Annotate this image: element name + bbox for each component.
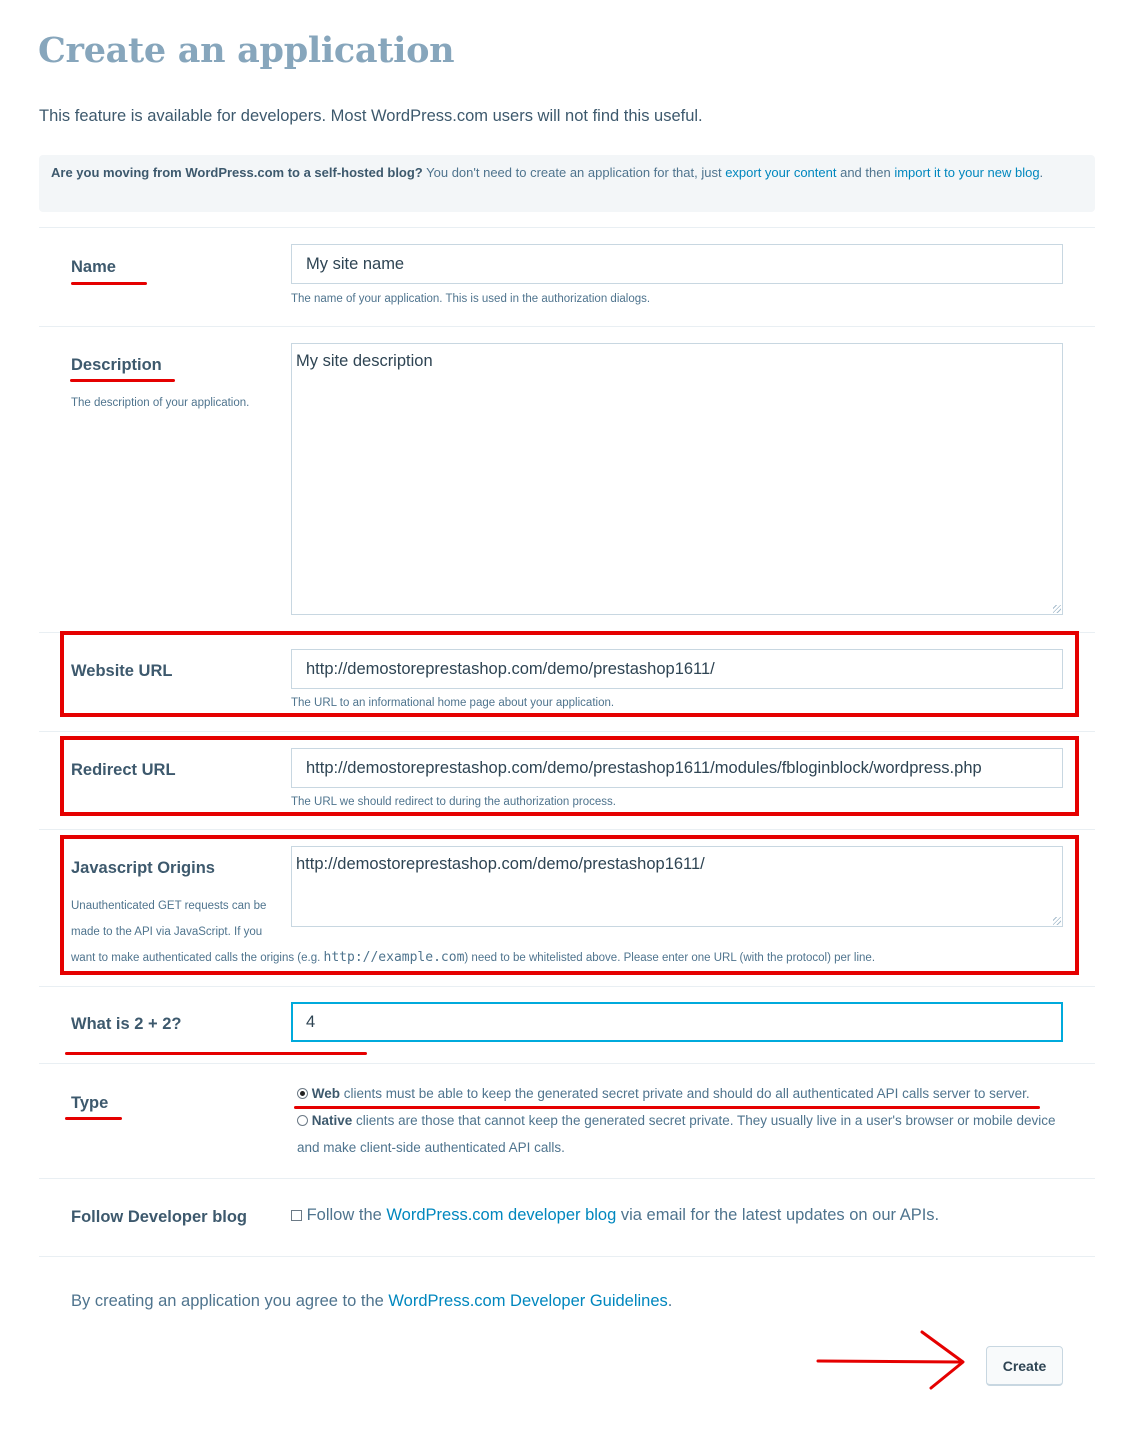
divider xyxy=(39,632,1095,633)
resize-handle-icon[interactable] xyxy=(1053,605,1061,613)
divider xyxy=(39,731,1095,732)
developer-blog-link[interactable]: WordPress.com developer blog xyxy=(386,1206,617,1224)
web-option-label: Web xyxy=(311,1086,341,1101)
annotation-underline xyxy=(71,282,147,285)
help-text: ) need to be whitelisted above. Please enter one URL (with the protocol) per line. xyxy=(464,952,876,964)
redirect-url-help: The URL we should redirect to during the authorization process. xyxy=(291,796,616,808)
divider xyxy=(39,1178,1095,1179)
captcha-label: What is 2 + 2? xyxy=(71,1015,182,1033)
description-wrapper xyxy=(291,343,1063,615)
name-help: The name of your application. This is used in the authorization dialogs. xyxy=(291,293,651,305)
divider xyxy=(39,326,1095,327)
notice-text: You don't need to create an application for that, just xyxy=(422,165,726,180)
type-option-web[interactable] xyxy=(297,1080,1057,1107)
import-blog-link[interactable]: import it to your new blog xyxy=(894,165,1040,180)
type-options xyxy=(297,1080,1057,1161)
website-url-help: The URL to an informational home page about your application. xyxy=(291,697,615,709)
notice-text: and then xyxy=(836,165,895,180)
example-code: http://example.com xyxy=(323,950,465,965)
annotation-underline xyxy=(65,1117,122,1120)
web-option-text: clients must be able to keep the generated secret private and should do all authenticated API calls server to server. xyxy=(340,1086,1030,1101)
native-option-label: Native xyxy=(311,1113,353,1128)
follow-text: via email for the latest updates on our APIs. xyxy=(616,1206,940,1224)
description-help: The description of your application. xyxy=(71,397,250,409)
captcha-input[interactable] xyxy=(291,1002,1063,1042)
radio-web[interactable] xyxy=(297,1088,308,1099)
annotation-underline xyxy=(70,379,175,382)
intro-text: This feature is available for developers. Most WordPress.com users will not find this useful. xyxy=(39,107,703,125)
radio-native[interactable] xyxy=(297,1115,308,1126)
page-title: Create an application xyxy=(38,30,455,71)
name-input[interactable] xyxy=(291,244,1063,284)
js-origins-help-line: Unauthenticated GET requests can be xyxy=(71,900,267,912)
developer-guidelines-link[interactable]: WordPress.com Developer Guidelines xyxy=(388,1292,668,1310)
annotation-arrow-icon xyxy=(810,1326,975,1396)
type-option-native[interactable] xyxy=(297,1107,1057,1161)
agreement-post: . xyxy=(667,1292,673,1310)
follow-label: Follow Developer blog xyxy=(71,1208,248,1226)
follow-option xyxy=(291,1206,939,1225)
export-content-link[interactable]: export your content xyxy=(725,165,837,180)
divider xyxy=(39,227,1095,228)
type-label: Type xyxy=(71,1094,109,1112)
js-origins-textarea[interactable] xyxy=(291,846,1063,927)
redirect-url-label: Redirect URL xyxy=(71,761,176,779)
js-origins-help-line: made to the API via JavaScript. If you xyxy=(71,926,263,938)
native-option-text: clients are those that cannot keep the generated secret private. They usually live in a user's browser or mobile device and make client-side authenticated API calls. xyxy=(297,1113,1056,1155)
description-label: Description xyxy=(71,356,162,374)
website-url-input[interactable] xyxy=(291,649,1063,689)
migration-notice xyxy=(39,155,1095,212)
follow-checkbox[interactable] xyxy=(291,1210,302,1221)
divider xyxy=(39,829,1095,830)
js-origins-help-line xyxy=(71,950,875,965)
create-button[interactable]: Create xyxy=(986,1346,1063,1386)
resize-handle-icon[interactable] xyxy=(1053,917,1061,925)
divider xyxy=(39,986,1095,987)
name-label: Name xyxy=(71,258,116,276)
js-origins-label: Javascript Origins xyxy=(71,859,215,877)
website-url-label: Website URL xyxy=(71,662,173,680)
divider xyxy=(39,1063,1095,1064)
agreement-pre: By creating an application you agree to the xyxy=(71,1292,389,1310)
notice-text: . xyxy=(1039,165,1044,180)
follow-text: Follow the xyxy=(306,1206,387,1224)
help-text: want to make authenticated calls the origins (e.g. xyxy=(71,952,324,964)
notice-question: Are you moving from WordPress.com to a self-hosted blog? xyxy=(51,165,423,180)
annotation-underline xyxy=(65,1052,367,1055)
redirect-url-input[interactable] xyxy=(291,748,1063,788)
divider xyxy=(39,1256,1095,1257)
agreement-text xyxy=(71,1292,672,1311)
js-origins-wrapper xyxy=(291,846,1063,927)
description-textarea[interactable] xyxy=(291,343,1063,615)
